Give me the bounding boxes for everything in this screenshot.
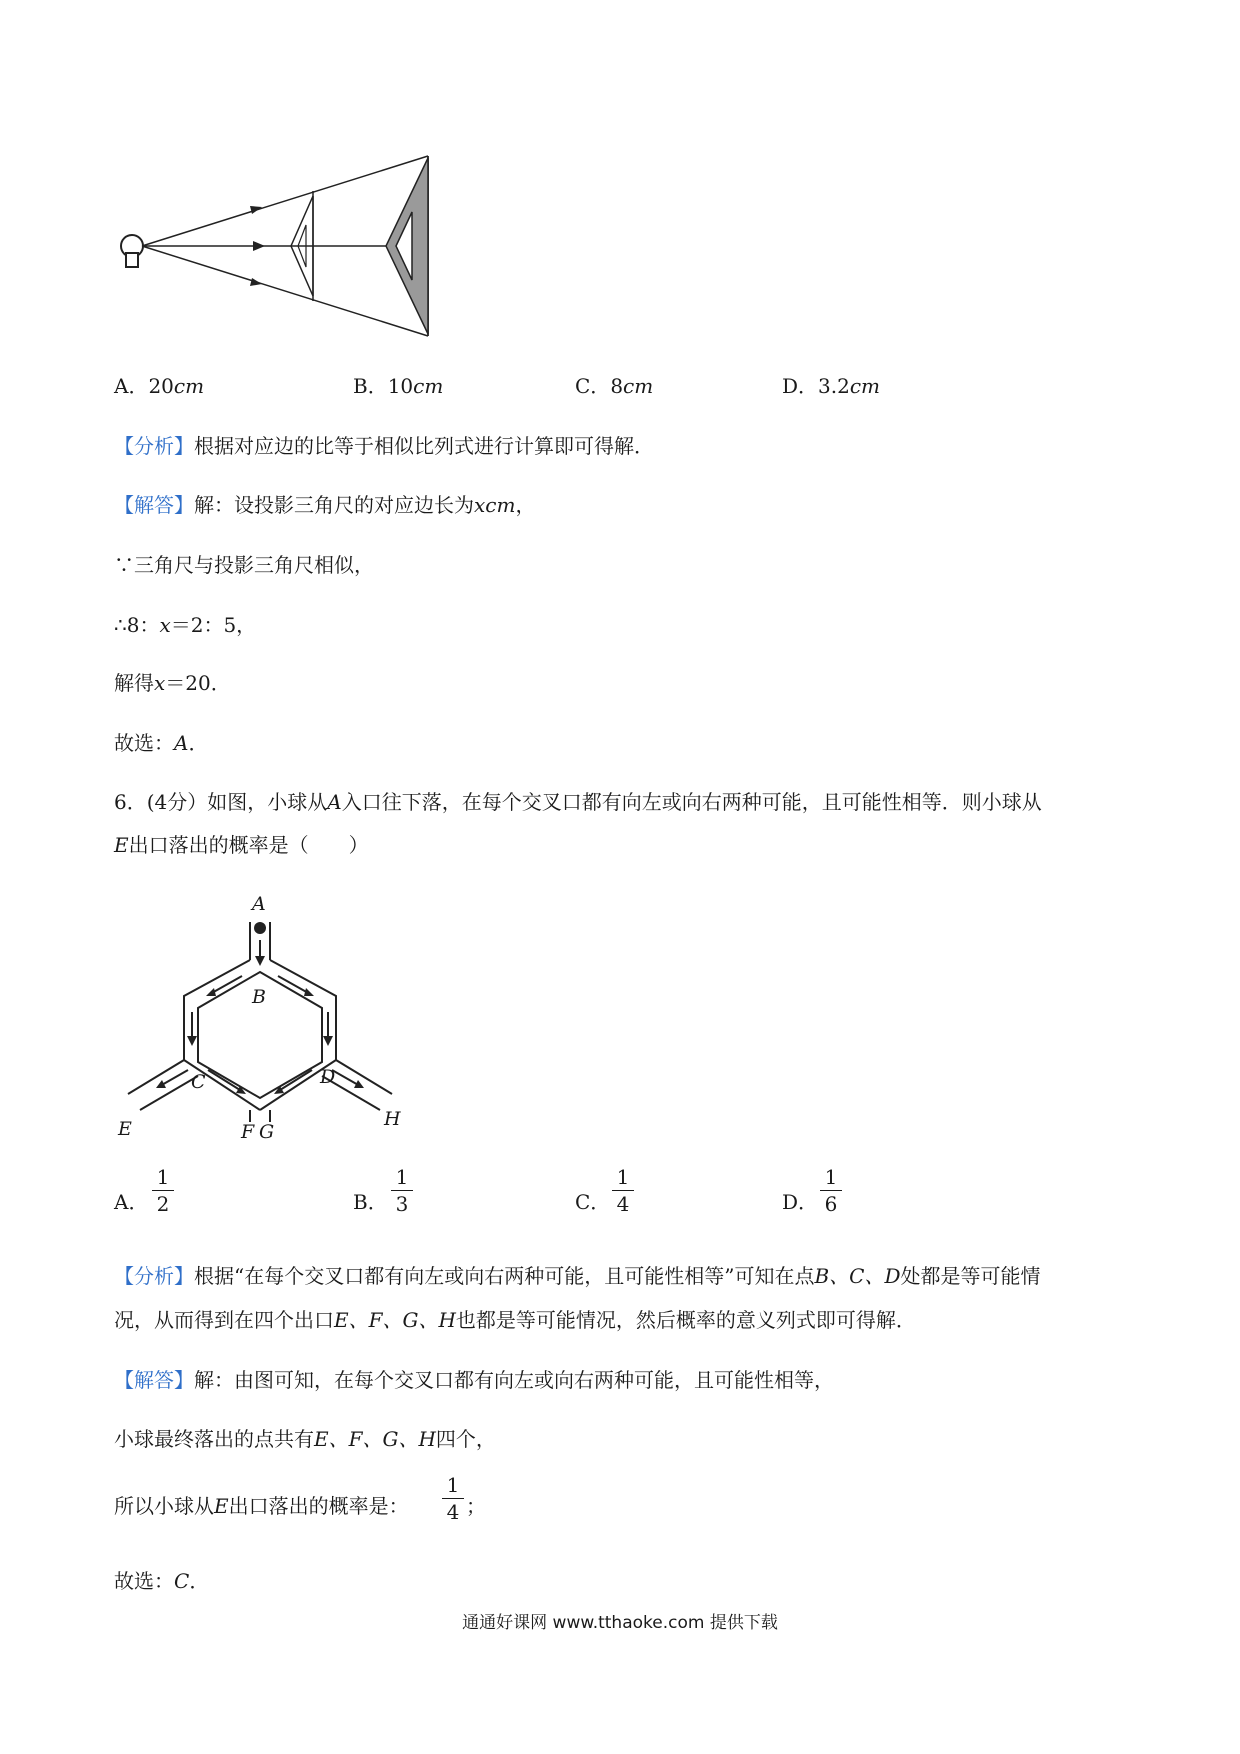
ball-icon [254, 922, 266, 934]
q5-analysis: 【分析】根据对应边的比等于相似比列式进行计算即可得解． [114, 434, 654, 458]
page-footer: 通通好课网 www.tthaoke.com 提供下载 [462, 1613, 778, 1633]
ball-path-figure [110, 910, 420, 1140]
q6-stem-line-2: E出口落出的概率是（ ） [114, 833, 369, 857]
q6-step-2: 所以小球从E出口落出的概率是： [114, 1494, 409, 1518]
q5-option-a: A．20cm [114, 374, 205, 398]
q6-option-b-letter: B． [353, 1190, 388, 1214]
q6-option-c-letter: C． [575, 1190, 611, 1214]
point-d-label: D [320, 1066, 336, 1088]
q6-step-2-fraction: 1 4 [442, 1474, 464, 1523]
q6-step-2-end: ； [466, 1494, 486, 1518]
point-f-label: F [241, 1121, 255, 1143]
q6-stem-line-1: 6．(4分）如图，小球从A入口往下落，在每个交叉口都有向左或向右两种可能，且可能性相等．则小球从 [114, 790, 1042, 814]
point-h-label: H [384, 1108, 401, 1130]
q6-option-c-fraction: 1 4 [612, 1166, 634, 1215]
point-e-label: E [118, 1118, 132, 1140]
q5-option-b: B．10cm [353, 374, 444, 398]
point-b-label: B [252, 986, 266, 1008]
q6-option-d-letter: D． [782, 1190, 819, 1214]
point-c-label: C [191, 1071, 206, 1093]
q5-option-d: D．3.2cm [782, 374, 881, 398]
q6-choice: 故选：C． [114, 1569, 210, 1593]
q5-step-2: ∴8：x＝2：5， [114, 613, 257, 637]
q5-choice: 故选：A． [114, 731, 209, 755]
q6-option-d-fraction: 1 6 [820, 1166, 842, 1215]
projection-figure [110, 150, 450, 340]
q5-option-c: C．8cm [575, 374, 654, 398]
q6-option-a-letter: A． [114, 1190, 149, 1214]
q5-step-3: 解得x＝20． [114, 671, 231, 695]
point-g-label: G [259, 1121, 275, 1143]
q6-analysis-line-2: 况，从而得到在四个出口E、F、G、H也都是等可能情况，然后概率的意义列式即可得解． [114, 1308, 916, 1332]
point-a-label: A [252, 893, 266, 915]
q5-step-1: ∵三角尺与投影三角尺相似， [114, 553, 374, 577]
q6-step-1: 小球最终落出的点共有E、F、G、H四个， [114, 1427, 496, 1451]
q5-answer: 【解答】解：设投影三角尺的对应边长为xcm， [114, 493, 536, 517]
q6-option-a-fraction: 1 2 [152, 1166, 174, 1215]
q6-analysis-line-1: 【分析】根据“在每个交叉口都有向左或向右两种可能，且可能性相等”可知在点B、C、D处都是等可能情 [114, 1264, 1041, 1288]
q6-option-b-fraction: 1 3 [391, 1166, 413, 1215]
q6-answer: 【解答】解：由图可知，在每个交叉口都有向左或向右两种可能，且可能性相等， [114, 1368, 834, 1392]
